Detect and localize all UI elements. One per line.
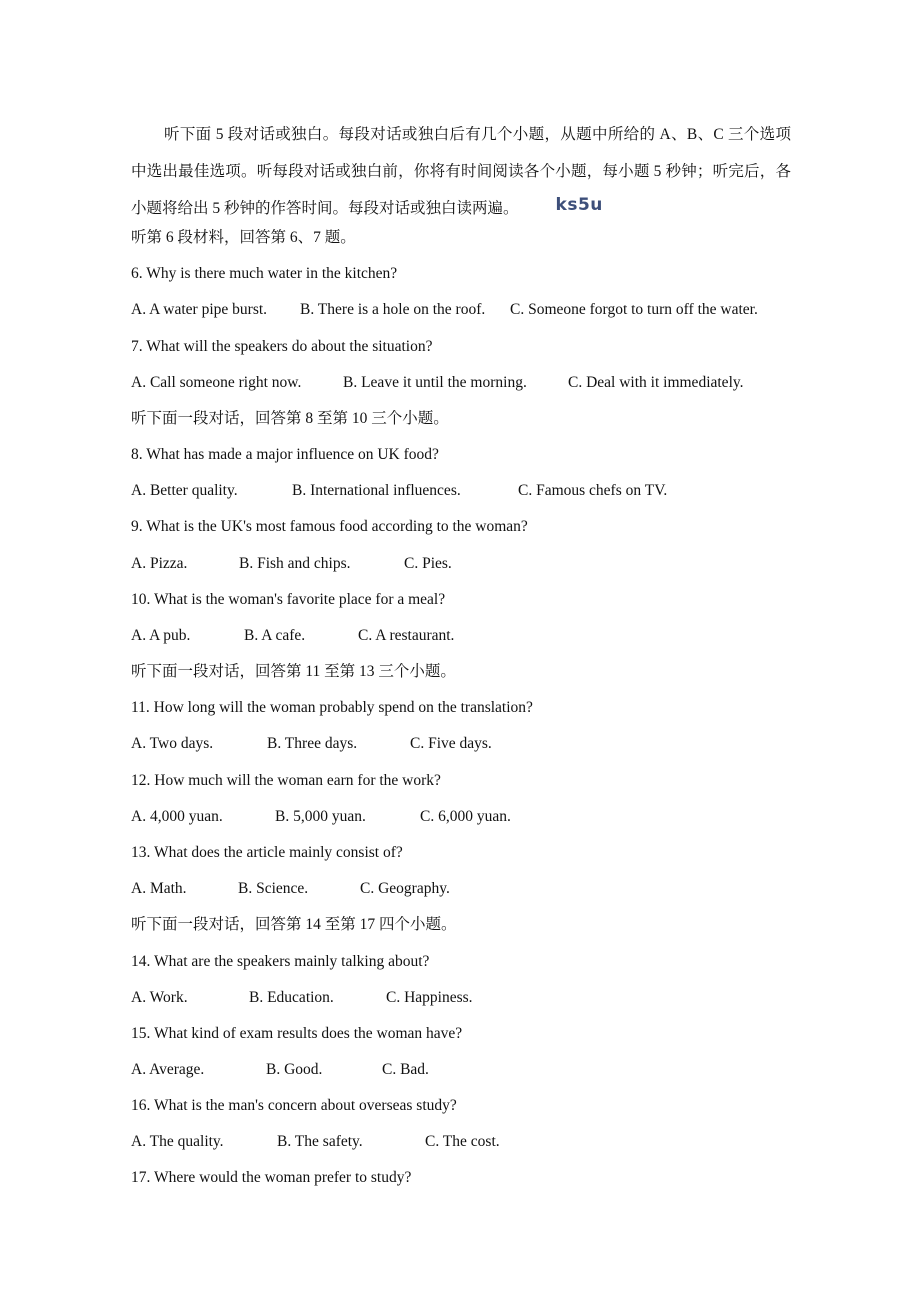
question-16: 16. What is the man's concern about overseas study?	[131, 1097, 457, 1114]
option-15b: B. Good.	[266, 1061, 323, 1078]
options-14	[131, 988, 473, 1008]
question-7: 7. What will the speakers do about the situation?	[131, 338, 433, 355]
option-11b: B. Three days.	[267, 735, 358, 752]
question-13: 13. What does the article mainly consist of?	[131, 844, 403, 861]
option-12a: A. 4,000 yuan.	[131, 808, 223, 825]
option-11c: C. Five days.	[410, 735, 492, 752]
section-heading-11-13: 听下面一段对话，回答第 11 至第 13 三个小题。	[131, 663, 456, 680]
options-16	[131, 1132, 500, 1152]
question-11: 11. How long will the woman probably spend on the translation?	[131, 699, 533, 716]
option-13a: A. Math.	[131, 880, 187, 897]
option-13c: C. Geography.	[360, 880, 450, 897]
options-9	[131, 554, 452, 574]
section-heading-6-7: 听第 6 段材料，回答第 6、7 题。	[131, 229, 356, 246]
options-15	[131, 1060, 429, 1080]
option-15c: C. Bad.	[382, 1061, 429, 1078]
option-16a: A. The quality.	[131, 1133, 224, 1150]
option-13b: B. Science.	[238, 880, 309, 897]
option-6b: B. There is a hole on the roof.	[300, 301, 486, 318]
option-9a: A. Pizza.	[131, 555, 188, 572]
option-16c: C. The cost.	[425, 1133, 500, 1150]
question-14: 14. What are the speakers mainly talking about?	[131, 953, 430, 970]
options-13	[131, 879, 450, 899]
options-12	[131, 807, 511, 827]
question-12: 12. How much will the woman earn for the work?	[131, 772, 441, 789]
section-heading-8-10: 听下面一段对话，回答第 8 至第 10 三个小题。	[131, 410, 449, 427]
options-11	[131, 734, 492, 754]
question-17: 17. Where would the woman prefer to study?	[131, 1169, 412, 1186]
options-6	[131, 300, 758, 320]
option-14a: A. Work.	[131, 989, 188, 1006]
option-6c: C. Someone forgot to turn off the water.	[510, 301, 758, 318]
section-heading-14-17: 听下面一段对话，回答第 14 至第 17 四个小题。	[131, 916, 457, 933]
question-8: 8. What has made a major influence on UK food?	[131, 446, 439, 463]
option-9c: C. Pies.	[404, 555, 452, 572]
option-8c: C. Famous chefs on TV.	[518, 482, 668, 499]
question-10: 10. What is the woman's favorite place for a meal?	[131, 591, 446, 608]
option-8a: A. Better quality.	[131, 482, 238, 499]
options-8	[131, 481, 667, 501]
question-6: 6. Why is there much water in the kitchen?	[131, 265, 398, 282]
question-9: 9. What is the UK's most famous food according to the woman?	[131, 518, 528, 535]
option-7a: A. Call someone right now.	[131, 374, 302, 391]
option-6a: A. A water pipe burst.	[131, 301, 268, 318]
option-12b: B. 5,000 yuan.	[275, 808, 366, 825]
option-7c: C. Deal with it immediately.	[568, 374, 744, 391]
instructions-paragraph	[131, 117, 791, 228]
option-10a: A. A pub.	[131, 627, 191, 644]
option-12c: C. 6,000 yuan.	[420, 808, 511, 825]
options-10	[131, 626, 454, 646]
option-16b: B. The safety.	[277, 1133, 363, 1150]
options-7	[131, 373, 744, 393]
option-10b: B. A cafe.	[244, 627, 306, 644]
option-11a: A. Two days.	[131, 735, 214, 752]
option-7b: B. Leave it until the morning.	[343, 374, 527, 391]
question-15: 15. What kind of exam results does the woman have?	[131, 1025, 463, 1042]
option-14c: C. Happiness.	[386, 989, 473, 1006]
ks5u-logo: ks5u	[555, 195, 603, 215]
instructions-text: 听下面 5 段对话或独白。每段对话或独白后有几个小题，从题中所给的 A、B、C 三个选项中选出最佳选项。听每段对话或独白前，你将有时间阅读各个小题，每小题 5 秒钟；听完后，各小题将给出 5 秒钟的作答时间。每段对话或独白读两遍。	[131, 126, 791, 217]
option-10c: C. A restaurant.	[358, 627, 455, 644]
option-14b: B. Education.	[249, 989, 334, 1006]
option-9b: B. Fish and chips.	[239, 555, 351, 572]
option-15a: A. Average.	[131, 1061, 205, 1078]
option-8b: B. International influences.	[292, 482, 461, 499]
